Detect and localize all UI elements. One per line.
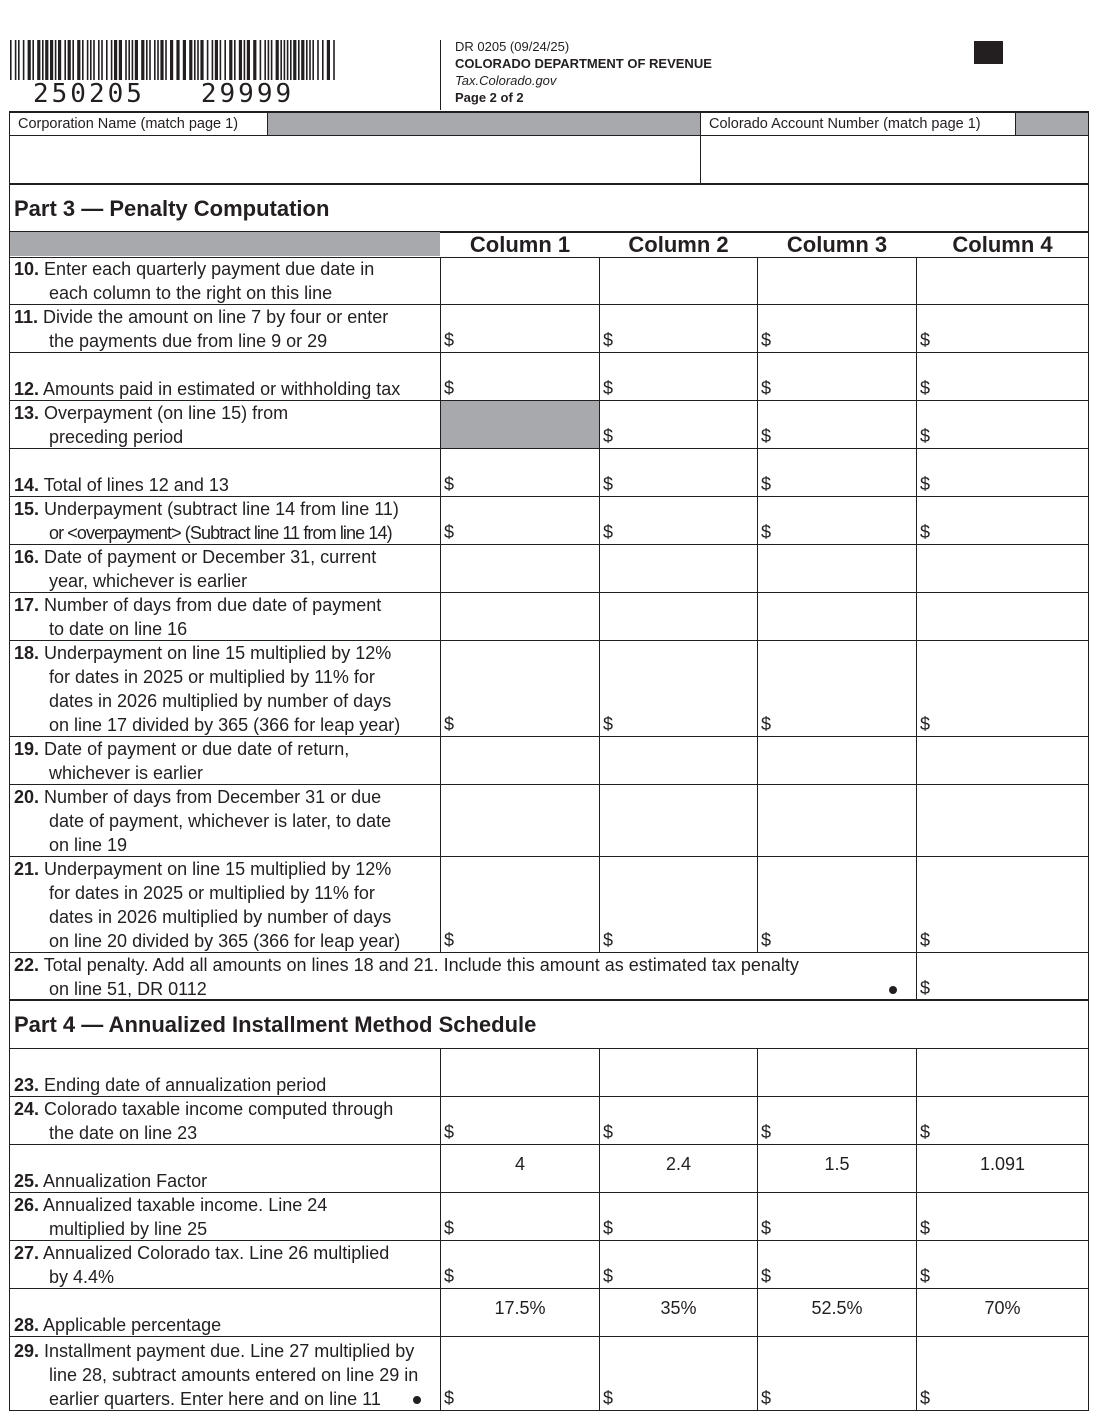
line-12-col-3-dollar: $ bbox=[761, 378, 772, 398]
line-24-col-4-dollar: $ bbox=[920, 1122, 931, 1142]
line-12-label bbox=[14, 377, 438, 401]
line-28-col-2-value: 35% bbox=[660, 1298, 697, 1318]
account-number-field[interactable] bbox=[703, 137, 1087, 182]
line-14-col-4-dollar: $ bbox=[920, 474, 931, 494]
line-text: Divide the amount on line 7 by four or enter bbox=[43, 307, 389, 327]
line-text: Underpayment on line 15 multiplied by 12% bbox=[44, 643, 392, 663]
line-text: dates in 2026 multiplied by number of days bbox=[49, 907, 392, 927]
line-text: Number of days from due date of payment bbox=[44, 595, 382, 615]
line-18-col-4-input[interactable] bbox=[917, 641, 1088, 735]
line-text: Installment payment due. Line 27 multiplied by bbox=[44, 1341, 415, 1361]
department-name: COLORADO DEPARTMENT OF REVENUE bbox=[455, 56, 712, 71]
rule bbox=[9, 135, 1089, 136]
line-text: multiplied by line 25 bbox=[49, 1219, 208, 1239]
line-26-col-2-dollar: $ bbox=[603, 1218, 614, 1238]
line-24-col-1-dollar: $ bbox=[444, 1122, 455, 1142]
line-18-col-2-dollar: $ bbox=[603, 714, 614, 734]
form-number: DR 0205 (09/24/25) bbox=[455, 39, 570, 54]
line-number: 27. bbox=[14, 1243, 40, 1263]
line-19-col-1-input[interactable] bbox=[441, 737, 599, 783]
line-27-col-1-input[interactable] bbox=[441, 1241, 599, 1287]
line-10-col-3-input[interactable] bbox=[758, 258, 916, 303]
corporation-name-label: Corporation Name (match page 1) bbox=[10, 113, 268, 135]
line-15-col-1-dollar: $ bbox=[444, 522, 455, 542]
line-20-col-1-input[interactable] bbox=[441, 785, 599, 855]
line-13-col-4-dollar: $ bbox=[920, 426, 931, 446]
line-23-col-2-input[interactable] bbox=[600, 1049, 757, 1095]
line-text: Total penalty. Add all amounts on lines 18 and 21. Include this amount as estimated tax penalty bbox=[43, 955, 799, 975]
line-14-label bbox=[14, 473, 438, 497]
line-26-label bbox=[14, 1193, 438, 1241]
line-text: on line 19 bbox=[49, 835, 128, 855]
line-26-col-4-input[interactable] bbox=[917, 1193, 1088, 1239]
line-17-col-4-input[interactable] bbox=[917, 593, 1088, 639]
line-21-col-4-input[interactable] bbox=[917, 857, 1088, 951]
line-number: 26. bbox=[14, 1195, 40, 1215]
line-text: Enter each quarterly payment due date in bbox=[44, 259, 375, 279]
line-number: 24. bbox=[14, 1099, 40, 1119]
line-25-label bbox=[14, 1169, 438, 1193]
line-13-col-1-shaded bbox=[441, 401, 599, 448]
line-24-col-2-dollar: $ bbox=[603, 1122, 614, 1142]
rule bbox=[9, 1410, 1089, 1411]
line-text: Number of days from December 31 or due bbox=[44, 787, 382, 807]
line-number: 14. bbox=[14, 475, 40, 495]
line-text: Underpayment (subtract line 14 from line 11) bbox=[44, 499, 399, 519]
line-22-label bbox=[14, 953, 914, 1001]
line-number: 12. bbox=[14, 379, 40, 399]
line-25-col-4-value: 1.091 bbox=[979, 1154, 1026, 1174]
line-text: or <overpayment> (Subtract line 11 from line 14) bbox=[49, 523, 392, 543]
line-10-col-1-input[interactable] bbox=[441, 258, 599, 303]
line-23-col-4-input[interactable] bbox=[917, 1049, 1088, 1095]
line-27-label bbox=[14, 1241, 438, 1289]
line-21-col-1-input[interactable] bbox=[441, 857, 599, 951]
line-24-col-1-input[interactable] bbox=[441, 1097, 599, 1143]
line-12-col-2-dollar: $ bbox=[603, 378, 614, 398]
line-14-col-1-dollar: $ bbox=[444, 474, 455, 494]
line-text: the payments due from line 9 or 29 bbox=[49, 331, 328, 351]
line-text: whichever is earlier bbox=[49, 763, 204, 783]
line-11-col-2-dollar: $ bbox=[603, 330, 614, 350]
line-23-col-3-input[interactable] bbox=[758, 1049, 916, 1095]
line-20-col-4-input[interactable] bbox=[917, 785, 1088, 855]
line-11-label bbox=[14, 305, 438, 353]
line-21-col-3-input[interactable] bbox=[758, 857, 916, 951]
line-29-col-1-dollar: $ bbox=[444, 1388, 455, 1408]
rule bbox=[700, 135, 701, 183]
line-10-col-4-input[interactable] bbox=[917, 258, 1088, 303]
line-text: Underpayment on line 15 multiplied by 12% bbox=[44, 859, 392, 879]
part3-title: Part 3 — Penalty Computation bbox=[14, 196, 330, 221]
line-22-dollar: $ bbox=[920, 978, 931, 998]
line-12-col-2-input[interactable] bbox=[600, 353, 757, 399]
line-26-col-3-input[interactable] bbox=[758, 1193, 916, 1239]
line-25-col-1-value: 4 bbox=[514, 1154, 525, 1174]
line-18-label bbox=[14, 641, 438, 737]
column-2-header: Column 2 bbox=[628, 232, 729, 257]
rule bbox=[9, 999, 1089, 1001]
line-16-col-3-input[interactable] bbox=[758, 545, 916, 591]
line-13-col-4-input[interactable] bbox=[917, 401, 1088, 447]
line-24-col-3-input[interactable] bbox=[758, 1097, 916, 1143]
line-20-col-3-input[interactable] bbox=[758, 785, 916, 855]
line-11-col-1-dollar: $ bbox=[444, 330, 455, 350]
line-15-col-2-dollar: $ bbox=[603, 522, 614, 542]
line-22-input[interactable] bbox=[918, 953, 1086, 999]
line-text: Colorado taxable income computed through bbox=[44, 1099, 394, 1119]
line-27-col-4-input[interactable] bbox=[917, 1241, 1088, 1287]
line-text: earlier quarters. Enter here and on line 11 bbox=[49, 1389, 381, 1409]
line-26-col-1-input[interactable] bbox=[441, 1193, 599, 1239]
line-29-col-3-dollar: $ bbox=[761, 1388, 772, 1408]
line-number: 20. bbox=[14, 787, 40, 807]
line-28-col-1-value: 17.5% bbox=[494, 1298, 546, 1318]
line-17-col-1-input[interactable] bbox=[441, 593, 599, 639]
line-12-col-4-dollar: $ bbox=[920, 378, 931, 398]
corporation-name-field[interactable] bbox=[12, 137, 698, 182]
line-text: to date on line 16 bbox=[49, 619, 188, 639]
line-26-col-1-dollar: $ bbox=[444, 1218, 455, 1238]
line-27-col-3-dollar: $ bbox=[761, 1266, 772, 1286]
line-text: on line 51, DR 0112 bbox=[49, 979, 207, 999]
line-number: 11. bbox=[14, 307, 39, 327]
line-17-col-3-input[interactable] bbox=[758, 593, 916, 639]
line-19-col-3-input[interactable] bbox=[758, 737, 916, 783]
line-29-col-3-input[interactable] bbox=[758, 1337, 916, 1409]
line-number: 10. bbox=[14, 259, 40, 279]
account-number-label: Colorado Account Number (match page 1) bbox=[700, 113, 1016, 135]
line-text: Total of lines 12 and 13 bbox=[43, 475, 229, 495]
line-27-col-4-dollar: $ bbox=[920, 1266, 931, 1286]
barcode bbox=[10, 40, 336, 80]
line-text: Annualized Colorado tax. Line 26 multiplied bbox=[43, 1243, 390, 1263]
line-21-col-1-dollar: $ bbox=[444, 930, 455, 950]
line-number: 16. bbox=[14, 547, 40, 567]
line-text: by 4.4% bbox=[49, 1267, 115, 1287]
line-25-col-3-value: 1.5 bbox=[824, 1154, 850, 1174]
required-dot bbox=[413, 1396, 421, 1404]
line-number: 21. bbox=[14, 859, 40, 879]
line-21-col-4-dollar: $ bbox=[920, 930, 931, 950]
line-29-label bbox=[14, 1339, 438, 1411]
line-26-col-3-dollar: $ bbox=[761, 1218, 772, 1238]
line-15-col-2-input[interactable] bbox=[600, 497, 757, 543]
line-27-col-2-input[interactable] bbox=[600, 1241, 757, 1287]
rule bbox=[916, 952, 917, 1000]
line-18-col-4-dollar: $ bbox=[920, 714, 931, 734]
line-15-col-3-input[interactable] bbox=[758, 497, 916, 543]
line-text: Amounts paid in estimated or withholding tax bbox=[43, 379, 401, 399]
line-29-col-4-input[interactable] bbox=[917, 1337, 1088, 1409]
line-18-col-1-input[interactable] bbox=[441, 641, 599, 735]
line-19-label bbox=[14, 737, 438, 785]
line-11-col-2-input[interactable] bbox=[600, 305, 757, 351]
line-14-col-2-input[interactable] bbox=[600, 449, 757, 495]
line-number: 17. bbox=[14, 595, 40, 615]
line-29-col-2-input[interactable] bbox=[600, 1337, 757, 1409]
column-3-header: Column 3 bbox=[786, 232, 888, 257]
line-11-col-4-dollar: $ bbox=[920, 330, 931, 350]
line-26-col-4-dollar: $ bbox=[920, 1218, 931, 1238]
line-text: Annualization Factor bbox=[43, 1171, 208, 1191]
line-text: for dates in 2025 or multiplied by 11% for bbox=[49, 883, 375, 903]
line-text: on line 20 divided by 365 (366 for leap year) bbox=[49, 931, 401, 951]
line-text: Ending date of annualization period bbox=[44, 1075, 327, 1095]
form-header bbox=[455, 38, 712, 106]
line-27-col-1-dollar: $ bbox=[444, 1266, 455, 1286]
barcode-number: 250205 29999 bbox=[33, 79, 295, 109]
line-12-col-4-input[interactable] bbox=[917, 353, 1088, 399]
line-20-col-2-input[interactable] bbox=[600, 785, 757, 855]
line-21-label bbox=[14, 857, 438, 953]
line-28-col-4-value: 70% bbox=[984, 1298, 1021, 1318]
line-29-col-2-dollar: $ bbox=[603, 1388, 614, 1408]
line-18-col-3-input[interactable] bbox=[758, 641, 916, 735]
line-21-col-3-dollar: $ bbox=[761, 930, 772, 950]
line-23-label bbox=[14, 1073, 438, 1097]
line-text: dates in 2026 multiplied by number of days bbox=[49, 691, 392, 711]
line-number: 29. bbox=[14, 1341, 40, 1361]
rule bbox=[9, 183, 1089, 185]
line-27-col-2-dollar: $ bbox=[603, 1266, 614, 1286]
line-28-col-3-value: 52.5% bbox=[811, 1298, 863, 1318]
line-text: Date of payment or December 31, current bbox=[44, 547, 377, 567]
line-number: 23. bbox=[14, 1075, 40, 1095]
line-24-label bbox=[14, 1097, 438, 1145]
line-29-col-1-input[interactable] bbox=[441, 1337, 599, 1409]
line-15-col-4-dollar: $ bbox=[920, 522, 931, 542]
line-15-col-1-input[interactable] bbox=[441, 497, 599, 543]
line-12-col-3-input[interactable] bbox=[758, 353, 916, 399]
line-18-col-3-dollar: $ bbox=[761, 714, 772, 734]
line-text: date of payment, whichever is later, to date bbox=[49, 811, 392, 831]
line-number: 13. bbox=[14, 403, 40, 423]
line-number: 18. bbox=[14, 643, 40, 663]
line-11-col-3-dollar: $ bbox=[761, 330, 772, 350]
line-11-col-4-input[interactable] bbox=[917, 305, 1088, 351]
line-24-col-3-dollar: $ bbox=[761, 1122, 772, 1142]
line-24-col-4-input[interactable] bbox=[917, 1097, 1088, 1143]
required-dot bbox=[889, 986, 897, 994]
line-16-col-4-input[interactable] bbox=[917, 545, 1088, 591]
line-16-label bbox=[14, 545, 438, 593]
line-19-col-2-input[interactable] bbox=[600, 737, 757, 783]
line-16-col-1-input[interactable] bbox=[441, 545, 599, 591]
line-number: 19. bbox=[14, 739, 40, 759]
line-number: 28. bbox=[14, 1315, 40, 1335]
line-17-col-2-input[interactable] bbox=[600, 593, 757, 639]
line-16-col-2-input[interactable] bbox=[600, 545, 757, 591]
line-18-col-2-input[interactable] bbox=[600, 641, 757, 735]
page-number: Page 2 of 2 bbox=[455, 90, 524, 105]
line-14-col-3-dollar: $ bbox=[761, 474, 772, 494]
registration-mark bbox=[974, 41, 1003, 64]
line-21-col-2-input[interactable] bbox=[600, 857, 757, 951]
line-text: line 28, subtract amounts entered on line 29 in bbox=[49, 1365, 419, 1385]
column-4-header: Column 4 bbox=[952, 232, 1053, 257]
line-13-label bbox=[14, 401, 438, 449]
line-15-label bbox=[14, 497, 438, 545]
line-25-col-2-value: 2.4 bbox=[665, 1154, 692, 1174]
line-text: Overpayment (on line 15) from bbox=[44, 403, 289, 423]
line-text: each column to the right on this line bbox=[49, 283, 333, 303]
line-10-col-2-input[interactable] bbox=[600, 258, 757, 303]
line-23-col-1-input[interactable] bbox=[441, 1049, 599, 1095]
line-14-col-1-input[interactable] bbox=[441, 449, 599, 495]
line-text: Annualized taxable income. Line 24 bbox=[43, 1195, 328, 1215]
line-10-label bbox=[14, 257, 438, 305]
line-13-col-2-input[interactable] bbox=[600, 401, 757, 447]
line-24-col-2-input[interactable] bbox=[600, 1097, 757, 1143]
line-17-label bbox=[14, 593, 438, 641]
line-text: year, whichever is earlier bbox=[49, 571, 248, 591]
line-18-col-1-dollar: $ bbox=[444, 714, 455, 734]
line-14-col-4-input[interactable] bbox=[917, 449, 1088, 495]
line-number: 15. bbox=[14, 499, 40, 519]
line-13-col-2-dollar: $ bbox=[603, 426, 614, 446]
line-29-col-4-dollar: $ bbox=[920, 1388, 931, 1408]
line-14-col-2-dollar: $ bbox=[603, 474, 614, 494]
line-28-label bbox=[14, 1313, 438, 1337]
line-19-col-4-input[interactable] bbox=[917, 737, 1088, 783]
line-27-col-3-input[interactable] bbox=[758, 1241, 916, 1287]
line-14-col-3-input[interactable] bbox=[758, 449, 916, 495]
line-text: preceding period bbox=[49, 427, 184, 447]
line-13-col-3-input[interactable] bbox=[758, 401, 916, 447]
line-26-col-2-input[interactable] bbox=[600, 1193, 757, 1239]
line-text: Applicable percentage bbox=[43, 1315, 222, 1335]
column-1-header: Column 1 bbox=[469, 232, 571, 257]
line-text: the date on line 23 bbox=[49, 1123, 198, 1143]
website: Tax.Colorado.gov bbox=[455, 73, 557, 88]
part4-title: Part 4 — Annualized Installment Method Schedule bbox=[14, 1012, 537, 1037]
line-number: 22. bbox=[14, 955, 40, 975]
line-20-label bbox=[14, 785, 438, 857]
line-12-col-1-dollar: $ bbox=[444, 378, 455, 398]
line-11-col-1-input[interactable] bbox=[441, 305, 599, 351]
line-11-col-3-input[interactable] bbox=[758, 305, 916, 351]
line-21-col-2-dollar: $ bbox=[603, 930, 614, 950]
line-text: Date of payment or due date of return, bbox=[44, 739, 350, 759]
line-text: for dates in 2025 or multiplied by 11% for bbox=[49, 667, 375, 687]
line-number: 25. bbox=[14, 1171, 40, 1191]
line-13-col-3-dollar: $ bbox=[761, 426, 772, 446]
line-15-col-4-input[interactable] bbox=[917, 497, 1088, 543]
header-divider bbox=[440, 40, 441, 110]
line-15-col-3-dollar: $ bbox=[761, 522, 772, 542]
line-text: on line 17 divided by 365 (366 for leap year) bbox=[49, 715, 401, 735]
column-header-band bbox=[10, 232, 440, 256]
line-12-col-1-input[interactable] bbox=[441, 353, 599, 399]
